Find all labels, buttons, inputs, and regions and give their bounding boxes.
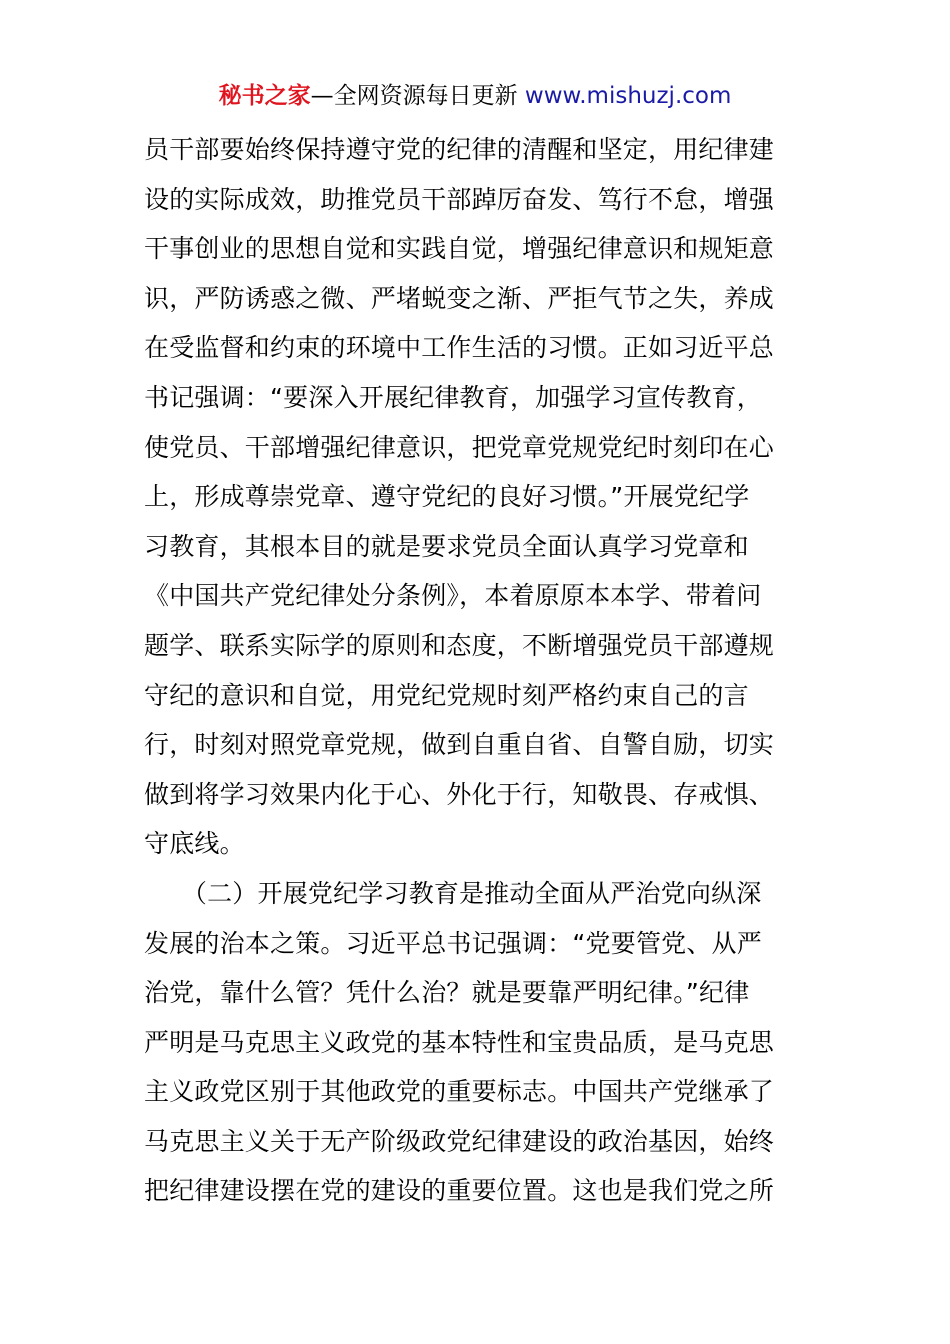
text-line: 把纪律建设摆在党的建设的重要位置。这也是我们党之所 — [144, 1176, 775, 1206]
text-line: 马克思主义关于无产阶级政党纪律建设的政治基因，始终 — [144, 1126, 775, 1156]
text-line: 员干部要始终保持遵守党的纪律的清醒和坚定，用纪律建 — [144, 135, 775, 164]
text-line: 使党员、干部增强纪律意识，把党章党规党纪时刻印在心 — [144, 432, 775, 462]
text-line: 习教育，其根本目的就是要求党员全面认真学习党章和 — [144, 531, 749, 561]
body-text — [144, 125, 809, 1216]
text-line: 干事创业的思想自觉和实践自觉，增强纪律意识和规矩意 — [144, 234, 775, 264]
text-line: 行，时刻对照党章党规，做到自重自省、自警自励，切实 — [144, 730, 775, 760]
text-line: 识，严防诱惑之微、严堵蜕变之渐、严拒气节之失，养成 — [144, 283, 775, 313]
text-line: 严明是马克思主义政党的基本特性和宝贵品质，是马克思 — [144, 1027, 775, 1057]
text-line: 主义政党区别于其他政党的重要标志。中国共产党继承了 — [144, 1077, 775, 1107]
text-line: 设的实际成效，助推党员干部踔厉奋发、笃行不怠，增强 — [144, 184, 775, 214]
text-line: 在受监督和约束的环境中工作生活的习惯。正如习近平总 — [144, 333, 775, 363]
brand-name: 秘书之家 — [218, 83, 311, 109]
text-line: 书记强调：“要深入开展纪律教育，加强学习宣传教育， — [144, 382, 762, 412]
text-line: 守底线。 — [144, 829, 245, 859]
text-line: 发展的治本之策。习近平总书记强调：“党要管党、从严 — [144, 928, 762, 958]
text-line: 题学、联系实际学的原则和态度，不断增强党员干部遵规 — [144, 630, 775, 660]
text-line: 《中国共产党纪律处分条例》，本着原原本本学、带着问 — [144, 581, 762, 611]
text-line: 上，形成尊崇党章、遵守党纪的良好习惯。”开展党纪学 — [144, 482, 750, 512]
page-header — [0, 80, 950, 112]
section-heading-line: （二）开展党纪学习教育是推动全面从严治党向纵深 — [144, 878, 762, 908]
text-line: 守纪的意识和自觉，用党纪党规时刻严格约束自己的言 — [144, 680, 749, 710]
text-line: 治党，靠什么管？凭什么治？就是要靠严明纪律。”纪律 — [144, 978, 750, 1008]
header-tagline: —全网资源每日更新 — [310, 83, 525, 109]
text-line: 做到将学习效果内化于心、外化于行，知敬畏、存戒惧、 — [144, 779, 775, 809]
site-url-link[interactable]: www.mishuzj.com — [524, 83, 732, 109]
